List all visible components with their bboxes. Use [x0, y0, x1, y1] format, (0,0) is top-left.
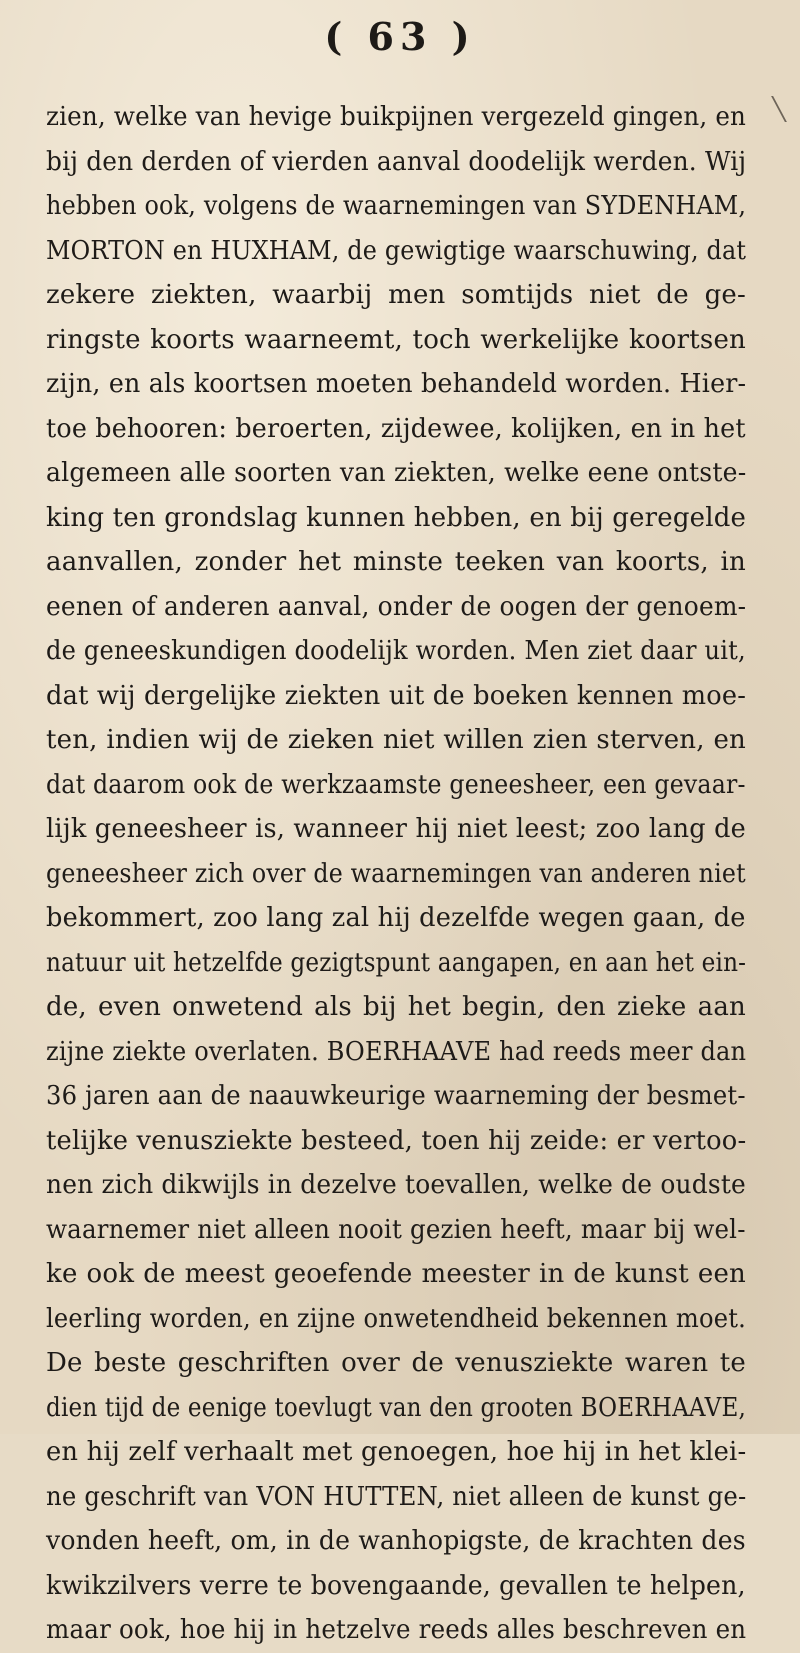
text-line: natuur uit hetzelfde gezigtspunt aangapen, en aan het ein-	[46, 947, 747, 978]
text-line: de, even onwetend als bij het begin, den zieke aan	[46, 992, 746, 1022]
text-line: De beste geschriften over de venusziekte waren te	[46, 1348, 746, 1378]
text-line: dat daarom ook de werkzaamste geneesheer, een gevaar-	[46, 769, 746, 800]
text-line: bij den derden of vierden aanval doodelijk werden. Wij	[46, 146, 747, 177]
text-line: leerling worden, en zijne onwetendheid bekennen moet.	[46, 1303, 746, 1334]
text-line: ke ook de meest geoefende meester in de kunst een	[46, 1259, 746, 1289]
page-edge-mark	[759, 96, 787, 122]
text-line: de geneeskundigen doodelijk worden. Men ziet daar uit,	[46, 636, 746, 666]
text-line: ringste koorts waarneemt, toch werkelijke koortsen	[46, 324, 746, 355]
text-line: algemeen alle soorten van ziekten, welke eene ontste-	[46, 458, 747, 488]
body-text	[46, 95, 746, 1653]
text-line: en hij zelf verhaalt met genoegen, hoe hij in het klei-	[46, 1437, 747, 1467]
text-line: waarnemer niet alleen nooit gezien heeft, maar bij wel-	[46, 1214, 746, 1245]
text-line: zekere ziekten, waarbij men somtijds niet de ge-	[46, 280, 746, 310]
text-line: vonden heeft, om, in de wanhopigste, de krachten des	[46, 1526, 746, 1556]
text-line: zijne ziekte overlaten. BOERHAAVE had reeds meer dan	[46, 1036, 747, 1067]
text-line: lijk geneesheer is, wanneer hij niet leest; zoo lang de	[46, 814, 746, 844]
text-line: zien, welke van hevige buikpijnen vergezeld gingen, en	[46, 102, 747, 132]
text-line: ne geschrift van VON HUTTEN, niet alleen de kunst ge-	[46, 1481, 747, 1512]
page-number: ( 63 )	[324, 14, 476, 59]
text-line: toe behooren: beroerten, zijdewee, kolijken, en in het	[46, 413, 746, 444]
text-line: nen zich dikwijls in dezelve toevallen, welke de oudste	[46, 1170, 746, 1200]
text-line: kwikzilvers verre te bovengaande, gevallen te helpen,	[46, 1570, 746, 1601]
text-line: aanvallen, zonder het minste teeken van koorts, in	[46, 547, 746, 577]
text-line: MORTON en HUXHAM, de gewigtige waarschuwing, dat	[46, 235, 747, 266]
text-line: eenen of anderen aanval, onder de oogen der genoem-	[46, 591, 747, 622]
text-line: geneesheer zich over de waarnemingen van anderen niet	[46, 858, 746, 889]
text-line: telijke venusziekte besteed, toen hij zeide: er vertoo-	[46, 1125, 747, 1156]
text-line: dat wij dergelijke ziekten uit de boeken kennen moe-	[46, 680, 747, 711]
text-line: 36 jaren aan de naauwkeurige waarneming der besmet-	[46, 1081, 746, 1111]
text-line: maar ook, hoe hij in hetzelve reeds alles beschreven en	[46, 1615, 747, 1645]
text-line: bekommert, zoo lang zal hij dezelfde wegen gaan, de	[46, 903, 746, 933]
text-line: ten, indien wij de zieken niet willen zien sterven, en	[46, 725, 746, 755]
text-line: dien tijd de eenige toevlugt van den grooten BOERHAAVE,	[46, 1392, 746, 1423]
text-line: king ten grondslag kunnen hebben, en bij geregelde	[46, 502, 747, 533]
text-line: zijn, en als koortsen moeten behandeld worden. Hier-	[46, 369, 747, 399]
text-line: hebben ook, volgens de waarnemingen van SYDENHAM,	[46, 191, 747, 221]
